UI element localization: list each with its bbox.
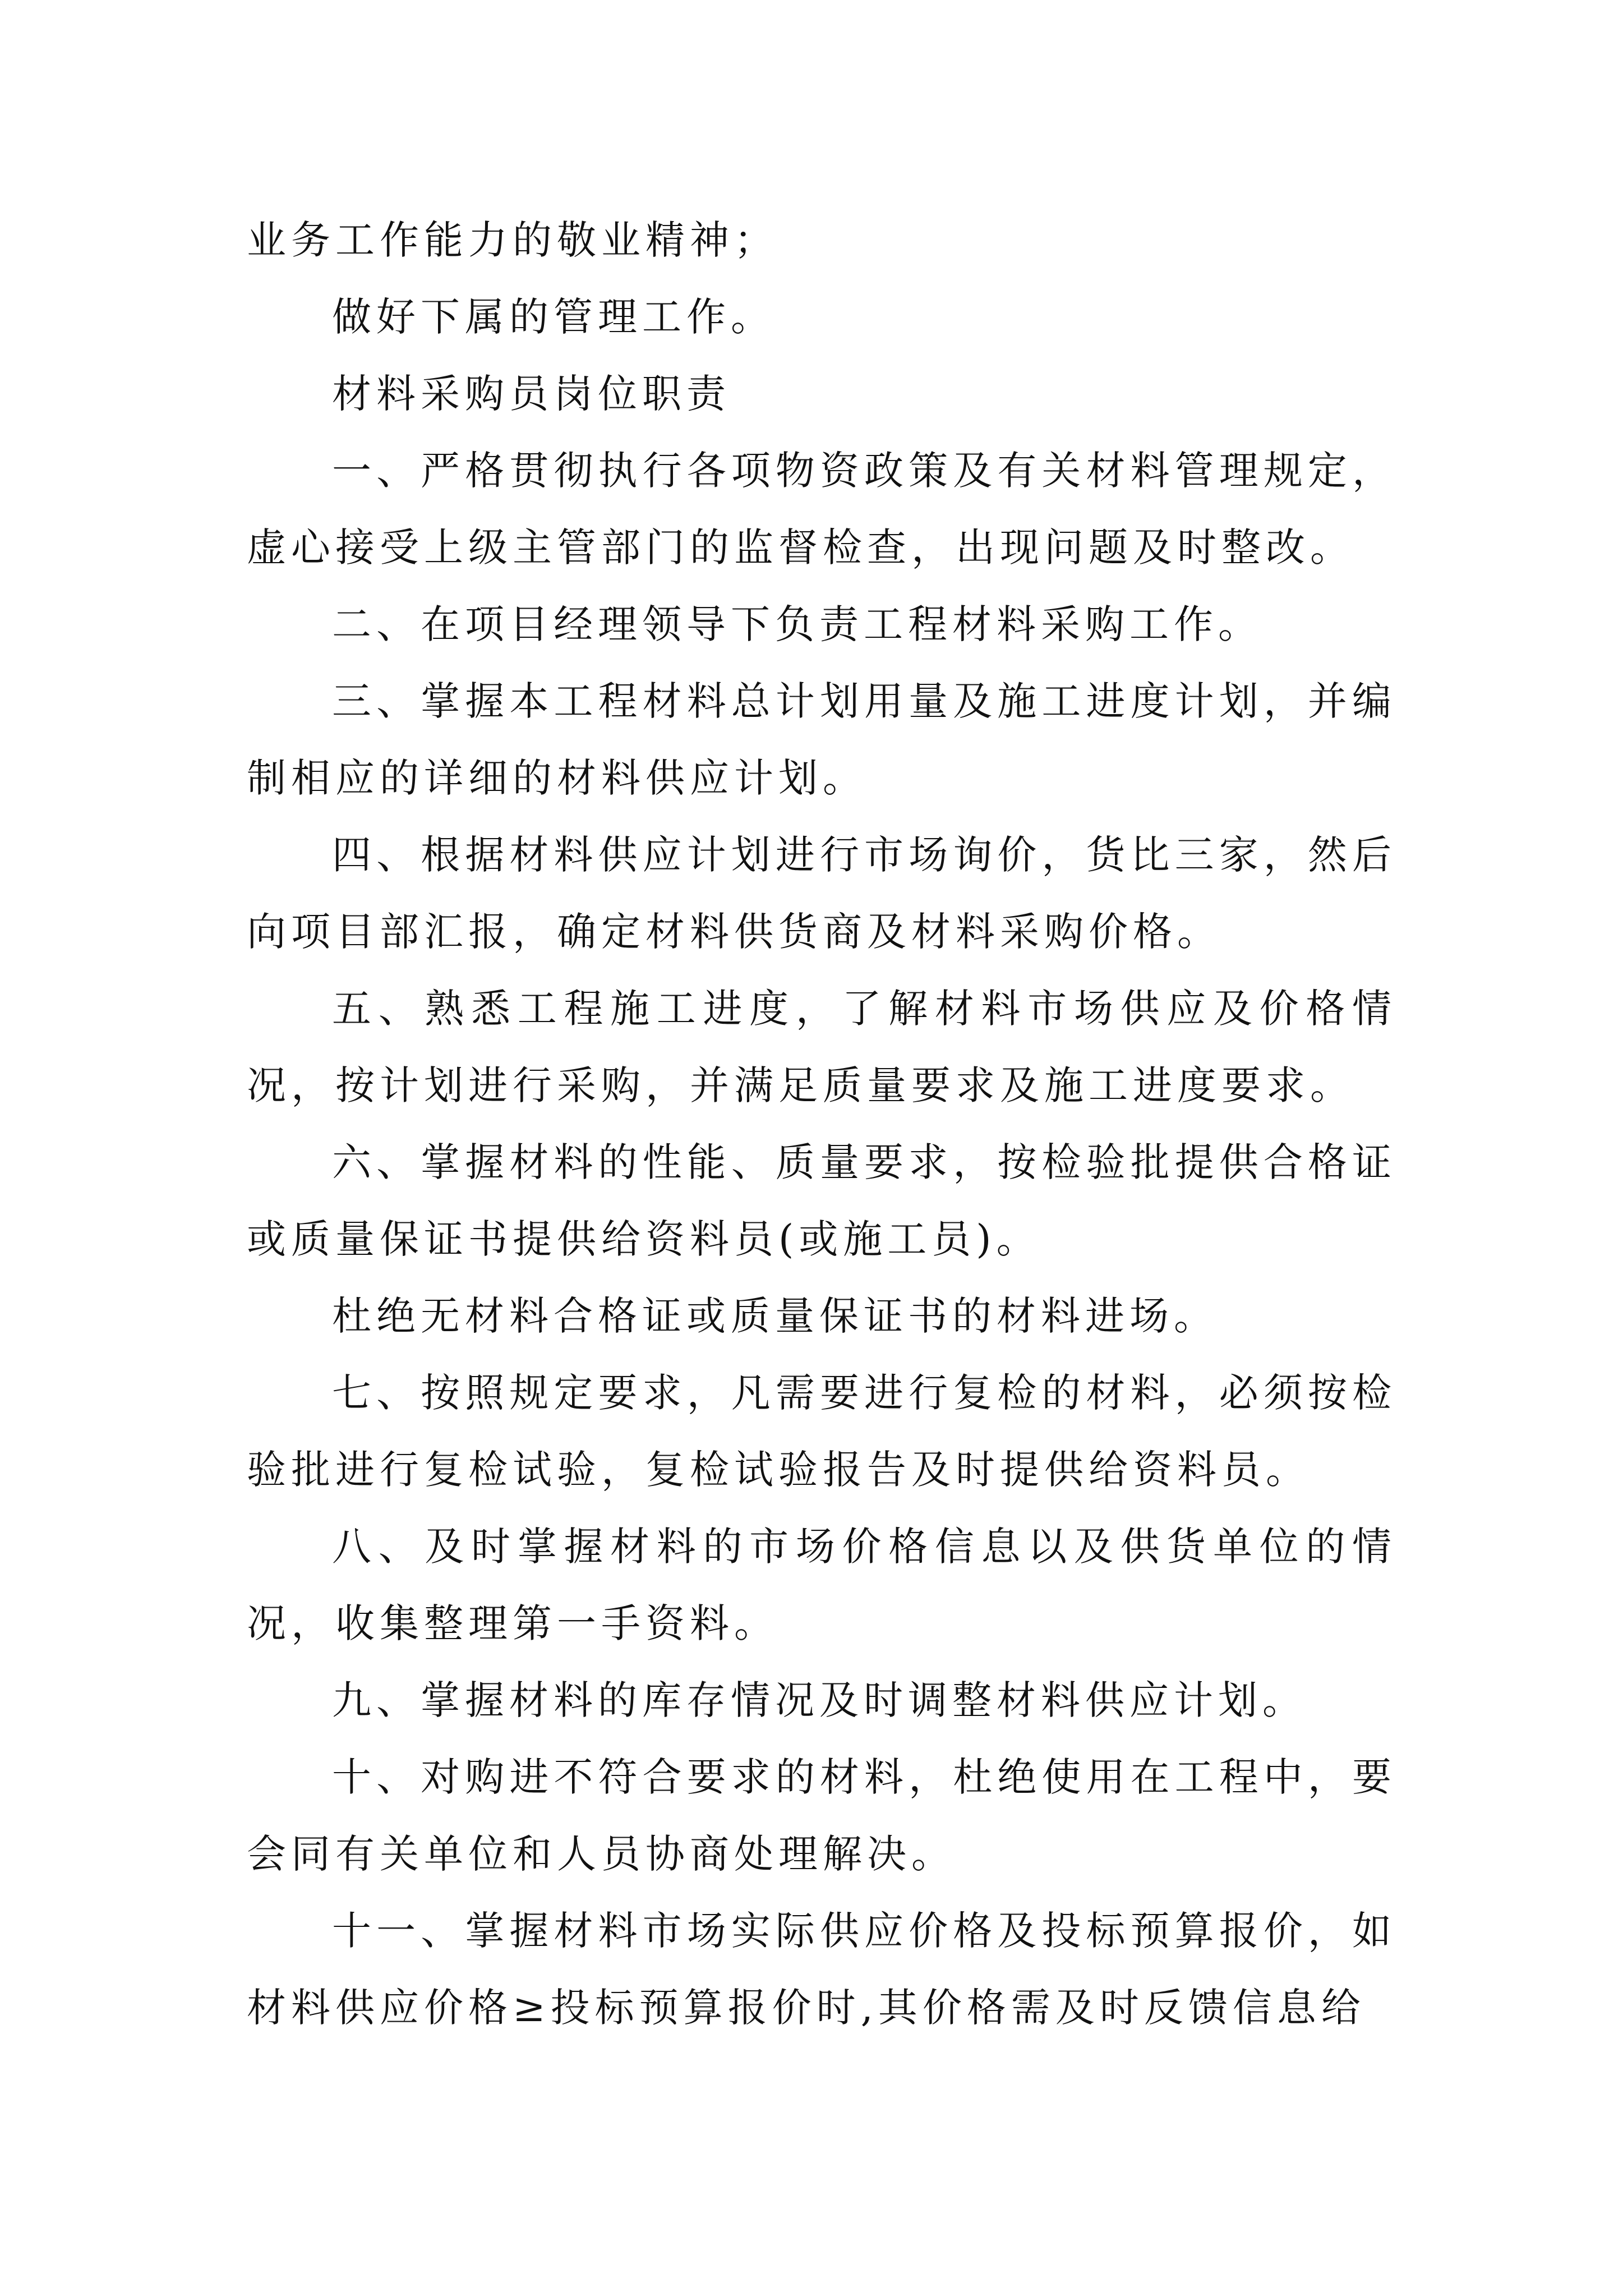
document-body [247, 202, 1396, 2046]
duty-item-2: 二、在项目经理领导下负责工程材料采购工作。 [332, 601, 1262, 647]
duty-item-5: 五、熟悉工程施工进度，了解材料市场供应及价格情况，按计划进行采购，并满足质量要求及施工进度要求。 [247, 986, 1396, 1108]
duty-item-6-note: 杜绝无材料合格证或质量保证书的材料进场。 [332, 1293, 1218, 1339]
duty-item-11: 十一、掌握材料市场实际供应价格及投标预算报价，如材料供应价格≥投标预算报价时,其价格需及时反馈信息给 [247, 1908, 1396, 2031]
paragraph-continuation: 业务工作能力的敬业精神； [247, 217, 778, 263]
duty-item-8: 八、及时掌握材料的市场价格信息以及供货单位的情况，收集整理第一手资料。 [247, 1524, 1396, 1646]
duty-item-4: 四、根据材料供应计划进行市场询价，货比三家，然后向项目部汇报，确定材料供货商及材料采购价格。 [247, 832, 1396, 955]
duty-item-10: 十、对购进不符合要求的材料，杜绝使用在工程中，要会同有关单位和人员协商处理解决。 [247, 1754, 1396, 1877]
paragraph-subordinate-management: 做好下属的管理工作。 [332, 294, 775, 340]
duty-item-6: 六、掌握材料的性能、质量要求，按检验批提供合格证或质量保证书提供给资料员(或施工员)。 [247, 1139, 1396, 1262]
duty-item-1: 一、严格贯彻执行各项物资政策及有关材料管理规定，虚心接受上级主管部门的监督检查，出现问题及时整改。 [247, 448, 1396, 570]
section-heading: 材料采购员岗位职责 [332, 371, 731, 417]
duty-item-9: 九、掌握材料的库存情况及时调整材料供应计划。 [332, 1677, 1307, 1723]
duty-item-7: 七、按照规定要求，凡需要进行复检的材料，必须按检验批进行复检试验，复检试验报告及时提供给资料员。 [247, 1370, 1396, 1493]
duty-item-3: 三、掌握本工程材料总计划用量及施工进度计划，并编制相应的详细的材料供应计划。 [247, 678, 1396, 801]
